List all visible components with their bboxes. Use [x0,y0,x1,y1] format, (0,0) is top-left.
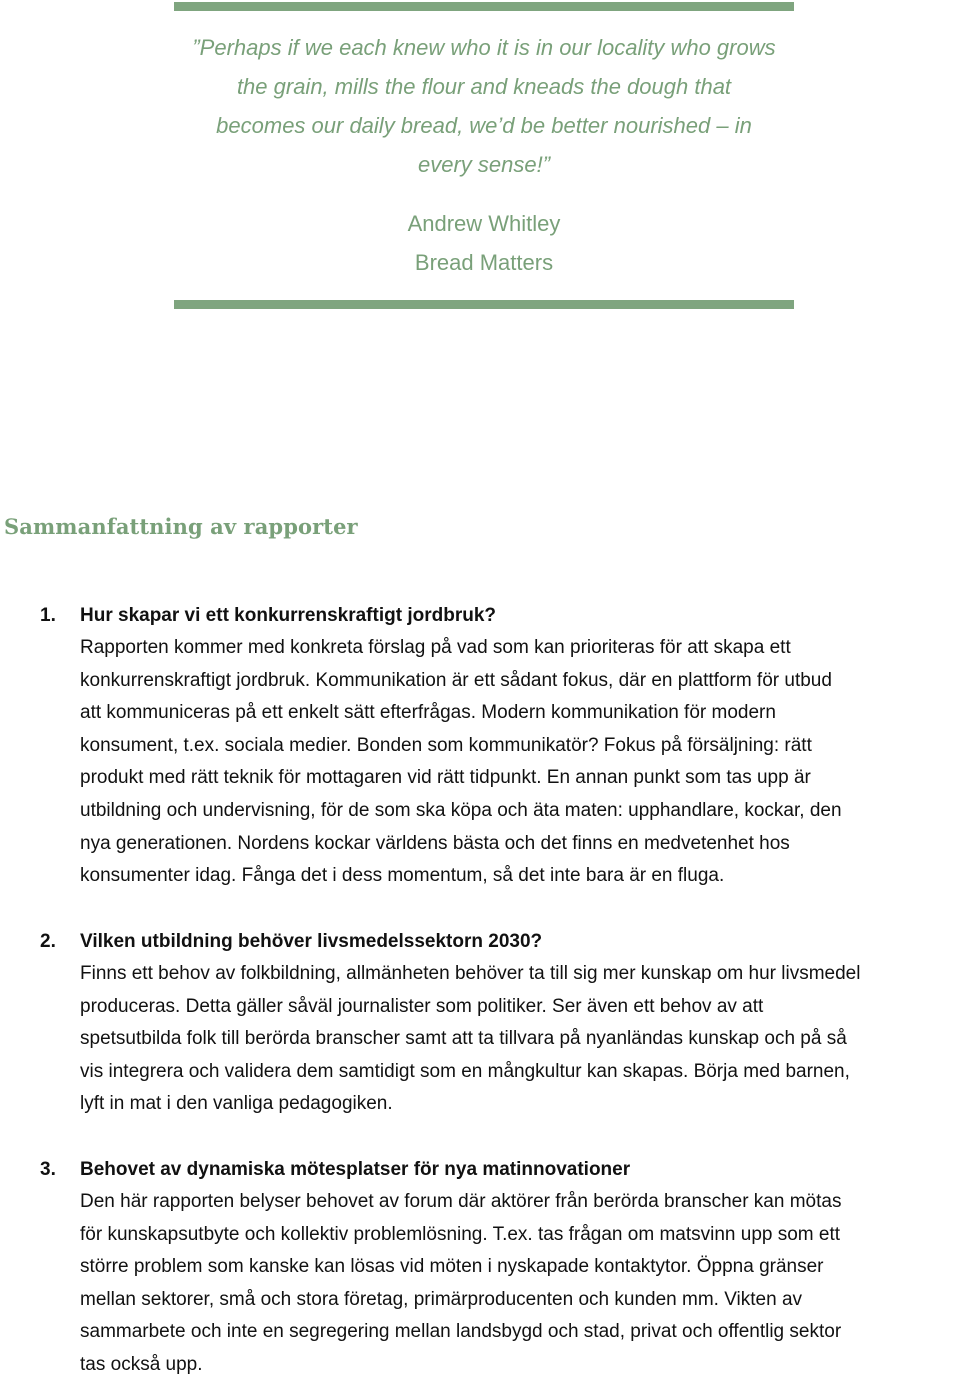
body-line: att kommuniceras på ett enkelt sätt efterfrågas. Modern kommunikation för modern [80,702,776,724]
body-line: vis integrera och validera dem samtidigt som en mångkultur kan skapas. Börja med barnen, [80,1060,850,1082]
quote-author: Andrew Whitley [407,211,561,236]
body-line: Rapporten kommer med konkreta förslag på vad som kan prioriteras för att skapa ett [80,637,791,658]
quote-source: Bread Matters [414,250,554,275]
quote-block [174,28,794,282]
body-line: produkt med rätt teknik för mottagaren vid rätt tidpunkt. En annan punkt som tas upp är [80,767,811,789]
item-body [80,632,960,893]
item-number: 2. [40,931,56,952]
item-title: Vilken utbildning behöver livsmedelssektorn 2030? [80,931,543,952]
body-line: större problem som kanske kan lösas vid möten i nyskapade kontaktytor. Öppna gränser [80,1256,824,1278]
body-line: Den här rapporten belyser behovet av forum där aktörer från berörda branscher kan mötas [80,1191,842,1212]
quote-line: becomes our daily bread, we’d be better nourished – in [216,113,752,138]
quote-line: ”Perhaps if we each knew who it is in our locality who grows [192,35,776,60]
body-line: konkurrenskraftigt jordbruk. Kommunikation är ett sådant fokus, där en plattform för utbud [80,669,832,691]
quote-line: the grain, mills the flour and kneads the dough that [236,74,732,99]
body-line: Finns ett behov av folkbildning, allmänheten behöver ta till sig mer kunskap om hur livsmedel [80,963,861,984]
quote-top-rule [174,2,794,11]
body-line: nya generationen. Nordens kockar världens bästa och det finns en medvetenhet hos [80,832,790,854]
body-line: för kunskapsutbyte och kollektiv problemlösning. T.ex. tas frågan om matsvinn upp som ett [80,1223,841,1245]
body-line: konsument, t.ex. sociala medier. Bonden som kommunikatör? Fokus på försäljning: rätt [80,734,812,756]
item-body [80,1186,960,1382]
body-line: tas också upp. [80,1353,203,1375]
quote-bottom-rule [174,300,794,309]
body-line: spetsutbilda folk till berörda branscher samt att ta tillvara på nyanländas kunskap och på så [80,1028,847,1050]
item-number: 1. [40,605,56,626]
quote-line: every sense!” [417,152,551,177]
body-line: konsumenter idag. Fånga det i dess momentum, så det inte bara är en fluga. [80,865,725,887]
body-line: utbildning och undervisning, för de som ska köpa och äta maten: upphandlare, kockar, den [80,799,842,821]
body-line: produceras. Detta gäller såväl journalister som politiker. Ser även ett behov av att [80,995,764,1017]
item-number: 3. [40,1159,56,1180]
section-title: Sammanfattning av rapporter [4,514,358,539]
item-title: Hur skapar vi ett konkurrenskraftigt jordbruk? [80,605,496,626]
body-line: mellan sektorer, små och stora företag, primärproducenten och kunden mm. Vikten av [80,1288,803,1310]
item-body [80,958,960,1121]
item-title: Behovet av dynamiska mötesplatser för nya matinnovationer [80,1159,631,1180]
body-line: sammarbete och inte en segregering mellan landsbygd och stad, privat och offentlig sektor [80,1321,842,1343]
body-line: lyft in mat i den vanliga pedagogiken. [80,1093,393,1115]
